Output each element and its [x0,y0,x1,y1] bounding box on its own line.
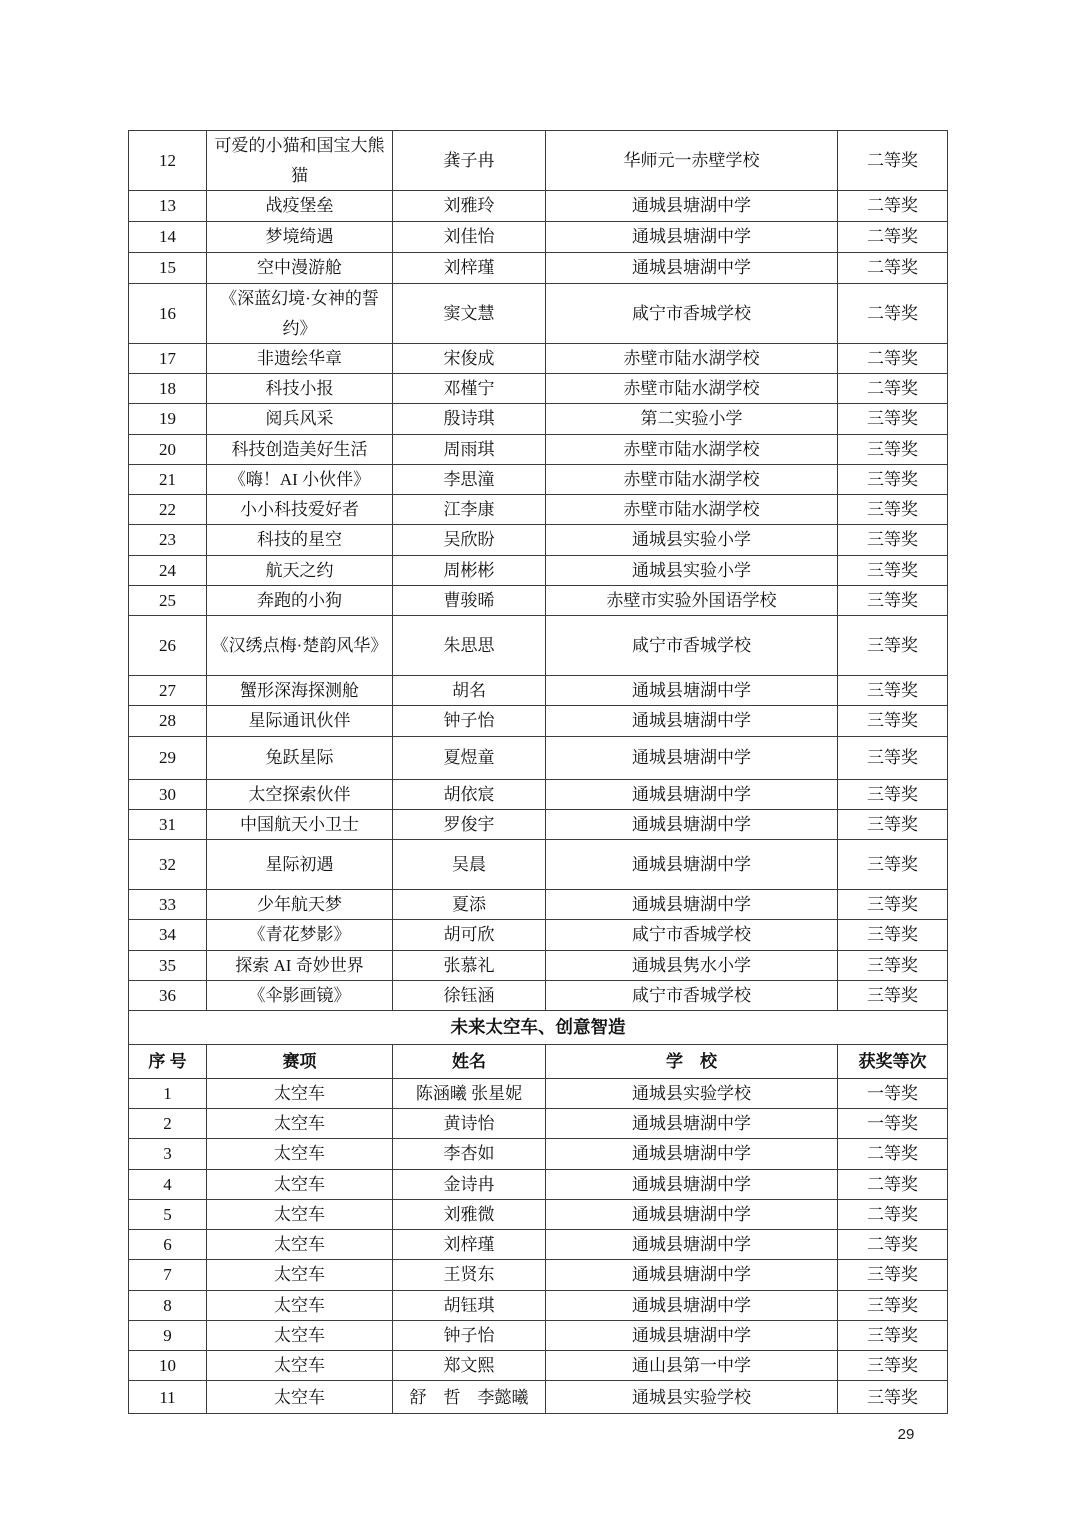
section-title: 未来太空车、创意智造 [129,1010,948,1044]
cell-school: 通城县塘湖中学 [546,1230,838,1260]
cell-no: 31 [129,809,207,839]
cell-no: 21 [129,464,207,494]
cell-award: 三等奖 [838,779,948,809]
cell-award: 三等奖 [838,950,948,980]
cell-school: 赤壁市陆水湖学校 [546,374,838,404]
cell-name: 李思潼 [393,464,546,494]
cell-name: 刘梓瑾 [393,253,546,284]
cell-title: 非遗绘华章 [207,344,393,374]
table-row [129,1139,948,1169]
cell-no: 13 [129,191,207,222]
cell-school: 赤壁市实验外国语学校 [546,585,838,615]
cell-no: 32 [129,840,207,890]
cell-award: 三等奖 [838,495,948,525]
cell-award: 二等奖 [838,1169,948,1199]
cell-title: 太空车 [207,1169,393,1199]
cell-name: 钟子怡 [393,1320,546,1350]
cell-name: 张慕礼 [393,950,546,980]
table-row [129,840,948,890]
cell-award: 三等奖 [838,1290,948,1320]
cell-name: 夏添 [393,890,546,920]
cell-school: 通城县实验学校 [546,1078,838,1108]
table-row [129,920,948,950]
cell-school: 通城县塘湖中学 [546,736,838,779]
cell-title: 科技小报 [207,374,393,404]
cell-award: 三等奖 [838,840,948,890]
table-row [129,1260,948,1290]
cell-header-school: 学 校 [546,1044,838,1078]
cell-name: 刘梓瑾 [393,1230,546,1260]
cell-no: 17 [129,344,207,374]
cell-award: 三等奖 [838,1260,948,1290]
cell-name: 胡钰琪 [393,1290,546,1320]
cell-school: 赤壁市陆水湖学校 [546,434,838,464]
cell-title: 《青花梦影》 [207,920,393,950]
table-row [129,464,948,494]
cell-no: 34 [129,920,207,950]
cell-award: 一等奖 [838,1109,948,1139]
cell-award: 三等奖 [838,585,948,615]
table-row [129,585,948,615]
cell-school: 赤壁市陆水湖学校 [546,464,838,494]
cell-name: 窦文慧 [393,284,546,344]
cell-title: 太空探索伙伴 [207,779,393,809]
table-row [129,404,948,434]
cell-title: 太空车 [207,1139,393,1169]
cell-school: 通城县塘湖中学 [546,1320,838,1350]
cell-name: 黄诗怡 [393,1109,546,1139]
cell-school: 通城县塘湖中学 [546,809,838,839]
cell-award: 三等奖 [838,809,948,839]
cell-header-no: 序 号 [129,1044,207,1078]
cell-school: 华师元一赤壁学校 [546,131,838,191]
cell-name: 龚子冉 [393,131,546,191]
cell-header-title: 赛项 [207,1044,393,1078]
cell-name: 李杏如 [393,1139,546,1169]
cell-no: 12 [129,131,207,191]
cell-name: 宋俊成 [393,344,546,374]
cell-award: 三等奖 [838,434,948,464]
cell-school: 通城县塘湖中学 [546,706,838,736]
awards-table-body [129,131,948,1414]
cell-school: 咸宁市香城学校 [546,920,838,950]
cell-title: 中国航天小卫士 [207,809,393,839]
cell-award: 二等奖 [838,344,948,374]
cell-title: 太空车 [207,1320,393,1350]
table-row [129,555,948,585]
cell-school: 通城县塘湖中学 [546,1290,838,1320]
cell-no: 2 [129,1109,207,1139]
cell-title: 战疫堡垒 [207,191,393,222]
cell-award: 三等奖 [838,464,948,494]
cell-no: 14 [129,222,207,253]
cell-award: 三等奖 [838,676,948,706]
table-row [129,1169,948,1199]
cell-title: 太空车 [207,1230,393,1260]
table-row [129,950,948,980]
cell-title: 太空车 [207,1078,393,1108]
cell-name: 殷诗琪 [393,404,546,434]
cell-no: 30 [129,779,207,809]
cell-name: 王贤东 [393,1260,546,1290]
cell-no: 35 [129,950,207,980]
cell-title: 蟹形深海探测舱 [207,676,393,706]
cell-title: 可爱的小猫和国宝大熊猫 [207,131,393,191]
cell-no: 33 [129,890,207,920]
cell-name: 刘佳怡 [393,222,546,253]
cell-no: 25 [129,585,207,615]
cell-no: 15 [129,253,207,284]
cell-school: 通城县塘湖中学 [546,1169,838,1199]
cell-school: 通城县塘湖中学 [546,890,838,920]
cell-name: 徐钰涵 [393,980,546,1010]
cell-school: 通城县塘湖中学 [546,222,838,253]
cell-award: 三等奖 [838,1351,948,1381]
cell-name: 江李康 [393,495,546,525]
cell-award: 一等奖 [838,1078,948,1108]
cell-name: 朱思思 [393,616,546,676]
table-row [129,676,948,706]
cell-award: 三等奖 [838,920,948,950]
cell-school: 咸宁市香城学校 [546,616,838,676]
cell-no: 29 [129,736,207,779]
cell-award: 三等奖 [838,890,948,920]
cell-school: 通城县隽水小学 [546,950,838,980]
table-header-row [129,1044,948,1078]
cell-school: 通城县塘湖中学 [546,1260,838,1290]
cell-name: 郑文熙 [393,1351,546,1381]
cell-no: 10 [129,1351,207,1381]
cell-award: 二等奖 [838,191,948,222]
cell-name: 周彬彬 [393,555,546,585]
cell-award: 三等奖 [838,1381,948,1414]
cell-school: 通城县实验小学 [546,555,838,585]
cell-school: 通城县塘湖中学 [546,1139,838,1169]
cell-award: 二等奖 [838,253,948,284]
cell-award: 三等奖 [838,736,948,779]
table-row [129,1290,948,1320]
cell-school: 通山县第一中学 [546,1351,838,1381]
cell-no: 9 [129,1320,207,1350]
cell-no: 22 [129,495,207,525]
cell-award: 二等奖 [838,1199,948,1229]
table-row [129,1199,948,1229]
cell-name: 邓槿宁 [393,374,546,404]
cell-no: 23 [129,525,207,555]
cell-no: 5 [129,1199,207,1229]
table-row [129,284,948,344]
cell-name: 吴晨 [393,840,546,890]
table-row [129,1381,948,1414]
cell-no: 3 [129,1139,207,1169]
cell-award: 二等奖 [838,222,948,253]
cell-title: 奔跑的小狗 [207,585,393,615]
cell-name: 曹骏晞 [393,585,546,615]
table-row [129,434,948,464]
table-row [129,736,948,779]
cell-school: 通城县塘湖中学 [546,779,838,809]
cell-title: 科技的星空 [207,525,393,555]
cell-no: 4 [129,1169,207,1199]
cell-name: 夏煜童 [393,736,546,779]
cell-title: 《深蓝幻境·女神的誓约》 [207,284,393,344]
cell-title: 梦境绮遇 [207,222,393,253]
cell-no: 6 [129,1230,207,1260]
table-row [129,495,948,525]
cell-title: 少年航天梦 [207,890,393,920]
cell-school: 赤壁市陆水湖学校 [546,344,838,374]
cell-no: 7 [129,1260,207,1290]
cell-no: 19 [129,404,207,434]
cell-title: 科技创造美好生活 [207,434,393,464]
cell-no: 24 [129,555,207,585]
cell-name: 舒 哲 李懿曦 [393,1381,546,1414]
table-row [129,131,948,191]
awards-table [128,130,948,1414]
cell-name: 钟子怡 [393,706,546,736]
cell-name: 金诗冉 [393,1169,546,1199]
cell-title: 《伞影画镜》 [207,980,393,1010]
cell-award: 三等奖 [838,616,948,676]
cell-name: 胡依宸 [393,779,546,809]
section-title-row [129,1010,948,1044]
cell-school: 咸宁市香城学校 [546,284,838,344]
cell-name: 胡可欣 [393,920,546,950]
table-row [129,344,948,374]
cell-title: 《嗨！AI 小伙伴》 [207,464,393,494]
cell-school: 通城县塘湖中学 [546,840,838,890]
cell-title: 星际通讯伙伴 [207,706,393,736]
cell-title: 太空车 [207,1109,393,1139]
cell-school: 通城县实验学校 [546,1381,838,1414]
cell-school: 咸宁市香城学校 [546,980,838,1010]
cell-title: 星际初遇 [207,840,393,890]
cell-title: 《汉绣点梅·楚韵风华》 [207,616,393,676]
cell-school: 第二实验小学 [546,404,838,434]
cell-no: 1 [129,1078,207,1108]
cell-title: 兔跃星际 [207,736,393,779]
page-number: 29 [897,1426,915,1443]
cell-award: 三等奖 [838,706,948,736]
cell-title: 太空车 [207,1290,393,1320]
table-row [129,191,948,222]
cell-header-name: 姓名 [393,1044,546,1078]
cell-school: 通城县塘湖中学 [546,253,838,284]
cell-title: 太空车 [207,1351,393,1381]
table-row [129,222,948,253]
cell-no: 8 [129,1290,207,1320]
cell-award: 三等奖 [838,980,948,1010]
cell-name: 周雨琪 [393,434,546,464]
cell-name: 吴欣盼 [393,525,546,555]
cell-school: 通城县实验小学 [546,525,838,555]
cell-award: 三等奖 [838,1320,948,1350]
table-row [129,809,948,839]
cell-name: 胡名 [393,676,546,706]
cell-award: 二等奖 [838,131,948,191]
cell-school: 通城县塘湖中学 [546,191,838,222]
table-row [129,779,948,809]
cell-award: 二等奖 [838,1230,948,1260]
table-row [129,890,948,920]
table-row [129,374,948,404]
table-row [129,253,948,284]
table-row [129,980,948,1010]
cell-award: 二等奖 [838,284,948,344]
cell-award: 三等奖 [838,404,948,434]
cell-no: 26 [129,616,207,676]
cell-name: 刘雅微 [393,1199,546,1229]
cell-school: 通城县塘湖中学 [546,1109,838,1139]
table-row [129,616,948,676]
cell-no: 36 [129,980,207,1010]
cell-title: 阅兵风采 [207,404,393,434]
cell-header-award: 获奖等次 [838,1044,948,1078]
cell-title: 航天之约 [207,555,393,585]
cell-title: 太空车 [207,1381,393,1414]
table-row [129,1320,948,1350]
table-row [129,1078,948,1108]
cell-title: 空中漫游舱 [207,253,393,284]
cell-title: 太空车 [207,1260,393,1290]
cell-award: 三等奖 [838,525,948,555]
cell-school: 通城县塘湖中学 [546,676,838,706]
cell-school: 通城县塘湖中学 [546,1199,838,1229]
cell-title: 小小科技爱好者 [207,495,393,525]
cell-award: 三等奖 [838,555,948,585]
cell-no: 16 [129,284,207,344]
cell-no: 18 [129,374,207,404]
cell-school: 赤壁市陆水湖学校 [546,495,838,525]
cell-no: 28 [129,706,207,736]
table-row [129,1109,948,1139]
table-row [129,525,948,555]
table-row [129,1351,948,1381]
cell-name: 陈涵曦 张星妮 [393,1078,546,1108]
cell-title: 探索 AI 奇妙世界 [207,950,393,980]
table-row [129,706,948,736]
cell-name: 刘雅玲 [393,191,546,222]
cell-award: 二等奖 [838,1139,948,1169]
cell-no: 27 [129,676,207,706]
cell-name: 罗俊宇 [393,809,546,839]
cell-no: 11 [129,1381,207,1414]
table-row [129,1230,948,1260]
cell-title: 太空车 [207,1199,393,1229]
cell-award: 二等奖 [838,374,948,404]
cell-no: 20 [129,434,207,464]
